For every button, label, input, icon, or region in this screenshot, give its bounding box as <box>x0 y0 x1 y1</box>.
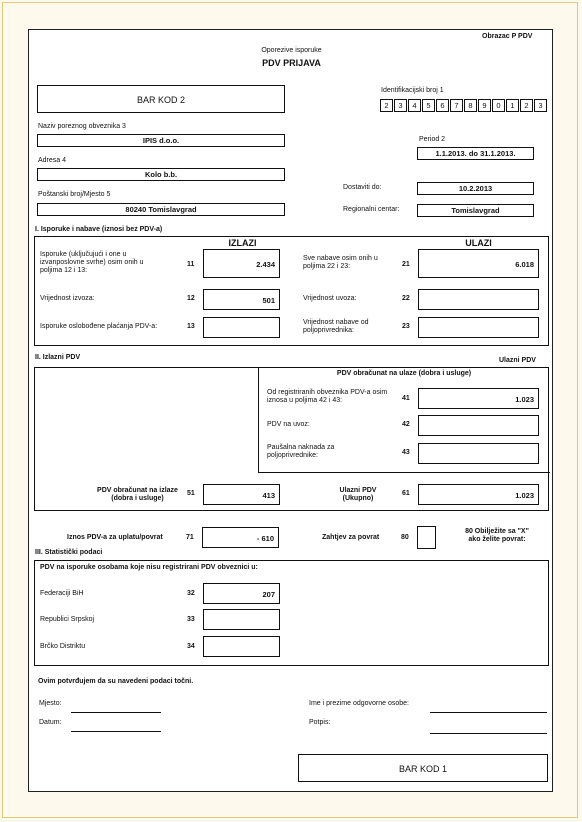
row13-num: 13 <box>187 323 195 330</box>
row33-field[interactable] <box>203 609 280 630</box>
address-value: Kolo b.b. <box>144 170 178 179</box>
section3-title: III. Statistički podaci <box>35 549 103 556</box>
barcode-top-box <box>37 85 285 113</box>
confirm-text: Ovim potvrđujem da su navedeni podaci točni. <box>38 678 194 685</box>
id-number-cells <box>380 99 548 112</box>
row11-num: 11 <box>187 261 195 268</box>
id-digit[interactable]: 4 <box>408 99 421 112</box>
row61-label-2: (Ukupno) <box>342 495 374 502</box>
id-digit[interactable]: 2 <box>380 99 393 112</box>
row51-label-1: PDV obračunat na izlaze <box>97 487 178 494</box>
taxpayer-name-value: IPIS d.o.o. <box>142 136 180 145</box>
regional-label: Regionalni centar: <box>343 206 400 213</box>
row12-label: Vrijednost izvoza: <box>40 295 95 302</box>
form-title: PDV PRIJAVA <box>262 58 321 68</box>
id-digit[interactable]: 7 <box>450 99 463 112</box>
period-label: Period 2 <box>419 136 446 143</box>
row71-value: - 610 <box>256 534 274 543</box>
row42-num: 42 <box>402 421 410 428</box>
ulazi-header: ULAZI <box>465 238 492 248</box>
taxpayer-name-label: Naziv poreznog obveznika 3 <box>38 123 126 130</box>
refund-num: 80 <box>401 534 409 541</box>
id-digit[interactable]: 8 <box>464 99 477 112</box>
row21-value: 6.018 <box>515 260 534 269</box>
row51-value: 413 <box>262 491 275 500</box>
row23-field[interactable] <box>418 317 539 338</box>
row41-field[interactable] <box>418 388 539 409</box>
row43-num: 43 <box>402 449 410 456</box>
pdv-input-title: PDV obračunat na ulaze (dobra i usluge) <box>336 370 472 377</box>
mark-note-1: 80 Obilježite sa "X" <box>465 528 529 535</box>
row71-num: 71 <box>186 534 194 541</box>
date-label: Datum: <box>39 719 62 726</box>
row61-field[interactable] <box>418 484 539 505</box>
barcode-top-label: BAR KOD 2 <box>136 95 185 105</box>
section2-box <box>34 367 549 511</box>
due-field[interactable] <box>417 182 534 195</box>
regional-value: Tomislavgrad <box>451 206 500 215</box>
row11-label: Isporuke (uključujući i one u izvanposlovne svrhe) osim onih u poljima 12 i 13: <box>40 251 144 274</box>
row51-label-2: (dobra i usluge) <box>111 495 164 502</box>
row61-num: 61 <box>402 490 410 497</box>
row42-label: PDV na uvoz: <box>267 421 310 428</box>
row34-num: 34 <box>187 643 195 650</box>
row11-value: 2.434 <box>256 260 275 269</box>
id-digit[interactable]: 3 <box>394 99 407 112</box>
row11-field[interactable] <box>203 249 280 278</box>
row12-num: 12 <box>187 295 195 302</box>
postal-label: Poštanski broj/Mjesto 5 <box>38 191 111 198</box>
row71-label: Iznos PDV-a za uplatu/povrat <box>67 534 163 541</box>
refund-label: Zahtjev za povrat <box>322 534 380 541</box>
responsible-name-label: Ime i prezime odgovorne osobe: <box>309 700 409 707</box>
address-label: Adresa 4 <box>38 157 67 164</box>
row13-label: Isporuke oslobođene plaćanja PDV-a: <box>40 323 158 330</box>
section1-title: I. Isporuke i nabave (iznosi bez PDV-a) <box>35 226 163 233</box>
id-digit[interactable]: 1 <box>506 99 519 112</box>
regional-field[interactable] <box>417 204 534 217</box>
row51-field[interactable] <box>203 484 280 505</box>
row13-field[interactable] <box>203 317 280 338</box>
row32-label: Federaciji BiH <box>40 590 84 597</box>
row32-field[interactable] <box>203 583 280 604</box>
address-field[interactable] <box>37 168 285 181</box>
row21-label: Sve nabave osim onih u poljima 22 i 23: <box>303 255 378 270</box>
section2-title: II. Izlazni PDV <box>35 354 81 361</box>
period-field[interactable] <box>417 147 534 160</box>
row41-value: 1.023 <box>515 395 534 404</box>
due-value: 10.2.2013 <box>458 184 493 193</box>
form-code: Obrazac P PDV <box>482 33 533 40</box>
row61-label-1: Ulazni PDV <box>339 487 377 494</box>
row34-label: Brčko Distriktu <box>40 643 86 650</box>
ulazni-pdv-title: Ulazni PDV <box>499 357 536 364</box>
date-line[interactable] <box>71 731 161 732</box>
postal-field[interactable] <box>37 203 285 216</box>
place-line[interactable] <box>71 712 161 713</box>
izlazi-header: IZLAZI <box>228 238 257 248</box>
id-label: Identifikacijski broj 1 <box>381 87 444 94</box>
row22-field[interactable] <box>418 289 539 310</box>
barcode-bottom-label: BAR KOD 1 <box>398 764 447 774</box>
row43-label: Paušalna naknada za poljoprivrednike: <box>267 444 335 459</box>
row22-num: 22 <box>402 295 410 302</box>
section3-inner-title: PDV na isporuke osobama koje nisu registrirani PDV obveznici u: <box>40 564 258 571</box>
mark-note-2: ako želite povrat: <box>468 536 526 543</box>
row21-field[interactable] <box>418 249 539 278</box>
row22-label: Vrijednost uvoza: <box>303 295 357 302</box>
row42-field[interactable] <box>418 415 539 436</box>
id-digit[interactable]: 5 <box>422 99 435 112</box>
period-value: 1.1.2013. do 31.1.2013. <box>435 149 516 158</box>
id-digit[interactable]: 6 <box>436 99 449 112</box>
row34-field[interactable] <box>203 636 280 657</box>
row32-num: 32 <box>187 590 195 597</box>
form-subtitle: Oporezive isporuke <box>261 47 322 54</box>
postal-value: 80240 Tomislavgrad <box>125 205 197 214</box>
id-digit[interactable]: 9 <box>478 99 491 112</box>
section3-box <box>34 560 549 666</box>
row23-label: Vrijednost nabave od poljoprivrednika: <box>303 319 369 334</box>
form-page <box>28 29 553 792</box>
row32-value: 207 <box>262 590 275 599</box>
row61-value: 1.023 <box>515 491 534 500</box>
barcode-bottom-box <box>298 754 548 782</box>
row51-num: 51 <box>187 490 195 497</box>
row33-label: Republici Srpskoj <box>40 616 95 623</box>
id-digit[interactable]: 0 <box>492 99 505 112</box>
id-digit[interactable]: 2 <box>520 99 533 112</box>
row33-num: 33 <box>187 616 195 623</box>
taxpayer-name-field[interactable] <box>37 134 285 147</box>
row41-label: Od registriranih obveznika PDV-a osim iznosa u poljima 42 i 43: <box>267 389 388 404</box>
refund-checkbox[interactable] <box>417 526 436 549</box>
section1-box <box>34 236 549 346</box>
due-label: Dostaviti do: <box>343 184 382 191</box>
sign-label: Potpis: <box>309 719 331 726</box>
row12-value: 501 <box>262 296 275 305</box>
id-digit[interactable]: 3 <box>534 99 547 112</box>
sign-line[interactable] <box>430 733 547 734</box>
row21-num: 21 <box>402 261 410 268</box>
row12-field[interactable] <box>203 289 280 310</box>
row41-num: 41 <box>402 395 410 402</box>
row43-field[interactable] <box>418 443 539 464</box>
row71-field[interactable] <box>202 527 279 548</box>
responsible-name-line[interactable] <box>430 712 547 713</box>
place-label: Mjesto: <box>39 700 62 707</box>
row23-num: 23 <box>402 323 410 330</box>
